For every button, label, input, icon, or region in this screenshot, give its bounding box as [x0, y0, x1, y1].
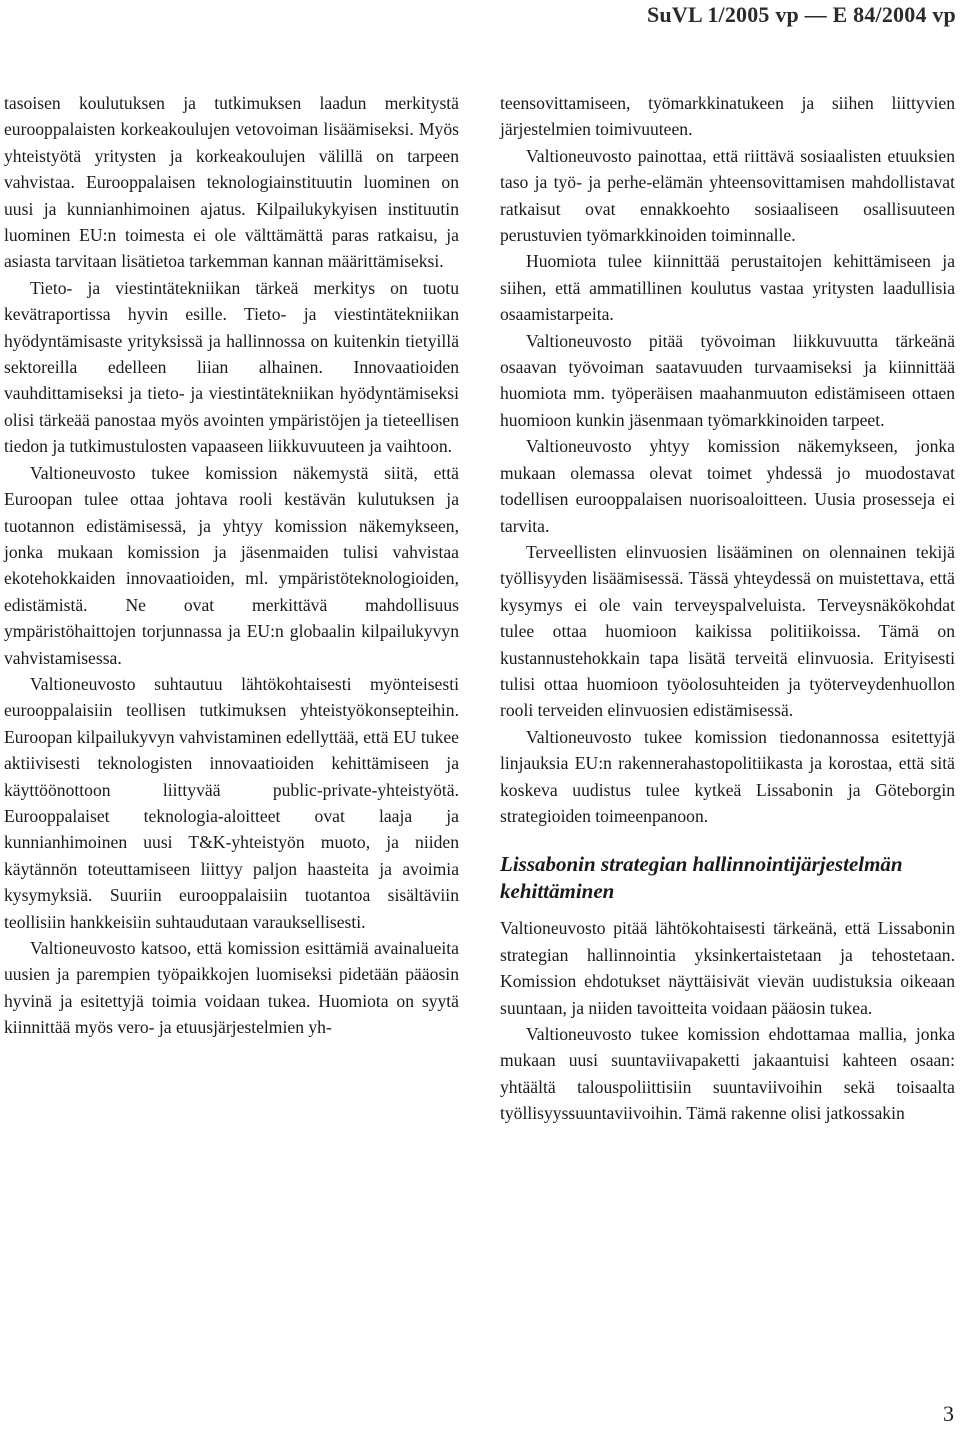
- section-heading: Lissabonin strategian hallinnointijärjestelmän kehittäminen: [500, 852, 903, 904]
- paragraph: Tieto- ja viestintätekniikan tärkeä merkitys on tuotu kevätraportissa hyvin esille. Tieto- ja viestintätekniikan hyödyntämisaste yrityksissä ja hallinnossa on kuitenkin tietyillä sektoreilla edelleen liian alhainen. Innovaatioiden vauhdittamiseksi ja tieto- ja viestintätekniikan hyödyntämiseksi olisi tärkeää panostaa myös avointen ympäristöjen ja tieteellisen tiedon ja tutkimustulosten vapaaseen liikkuvuuteen ja vaihtoon.: [4, 277, 459, 457]
- paragraph: teensovittamiseen, työmarkkinatukeen ja siihen liittyvien järjestelmien toimivuuteen.: [500, 93, 955, 140]
- paragraph: Valtioneuvosto yhtyy komission näkemykseen, jonka mukaan olemassa olevat toimet yhdessä jo muodostavat todellisen eurooppalaisen nuorisoaloitteen. Uusia prosesseja ei tarvita.: [500, 436, 955, 536]
- paragraph: Valtioneuvosto katsoo, että komission esittämiä avainalueita uusien ja parempien työpaikkojen luomiseksi pidetään pääosin hyvinä ja esitettyjä toimia voidaan tukea. Huomiota on syytä kiinnittää myös vero- ja etuusjärjestelmien yh-: [4, 938, 459, 1038]
- paragraph: Valtioneuvosto tukee komission tiedonannossa esitettyjä linjauksia EU:n rakennerahastopolitiikasta ja korostaa, että sitä koskeva uudistus tulee kytkeä Lissabonin ja Göteborgin strategioiden toimeenpanoon.: [500, 726, 955, 826]
- paragraph: Valtioneuvosto tukee komission näkemystä siitä, että Euroopan tulee ottaa johtava rooli kestävän kulutuksen ja tuotannon edistämisessä, ja yhtyy komission näkemykseen, jonka mukaan komission ja jäsenmaiden tulisi vahvistaa ekotehokkaiden innovaatioiden, ml. ympäristöteknologioiden, edistämistä. Ne ovat merkittävä mahdollisuus ympäristöhaittojen torjunnassa ja EU:n globaalin kilpailukyvyn vahvistamisessa.: [4, 462, 459, 668]
- paragraph: Valtioneuvosto pitää työvoiman liikkuvuutta tärkeänä osaavan työvoiman saatavuuden turvaamiseksi ja kiinnittää huomiota mm. työperäisen maahanmuuton edistämiseen ottaen huomioon kunkin jäsenmaan työmarkkinoiden tarpeet.: [500, 330, 955, 430]
- right-column: [500, 90, 955, 1127]
- paragraph: Terveellisten elinvuosien lisääminen on olennainen tekijä työllisyyden lisäämisessä. Tässä yhteydessä on muistettava, että kysymys ei ole vain terveyspalveluista. Terveysnäkökohdat tulee ottaa huomioon kaikissa politiikoissa. Tämä on kustannustehokkain tapa lisätä terveitä elinvuosia. Erityisesti tulisi ottaa huomioon työolosuhteiden ja työterveydenhuollon rooli terveiden elinvuosien edistämisessä.: [500, 541, 955, 721]
- paragraph: Valtioneuvosto pitää lähtökohtaisesti tärkeänä, että Lissabonin strategian hallinnointia yksinkertaistetaan ja tehostetaan. Komission ehdotukset näyttäisivät vievän uudistuksia oikeaan suuntaan, ja niiden tavoitteita voidaan pääosin tukea.: [500, 918, 955, 1018]
- paragraph: Valtioneuvosto painottaa, että riittävä sosiaalisten etuuksien taso ja työ- ja perhe-elämän yhteensovittamisen mahdollistavat ratkaisut ovat ennakkoehto sosiaaliseen osallisuuteen perustuvien työmarkkinoiden toiminnalle.: [500, 145, 955, 246]
- paragraph: Valtioneuvosto tukee komission ehdottamaa mallia, jonka mukaan uusi suuntaviivapaketti jakaantuisi kahteen osaan: yhtäältä talouspoliittisiin suuntaviivoihin sekä toisaalta työllisyyssuuntaviivoihin. Tämä rakenne olisi jatkossakin: [500, 1024, 955, 1124]
- page-number: 3: [943, 1401, 954, 1426]
- paragraph: Huomiota tulee kiinnittää perustaitojen kehittämiseen ja siihen, että ammatillinen koulutus vastaa yritysten laadullisia osaamistarpeita.: [500, 251, 955, 325]
- document-header: SuVL 1/2005 vp — E 84/2004 vp: [647, 2, 956, 27]
- left-column: [4, 90, 459, 1041]
- paragraph: Valtioneuvosto suhtautuu lähtökohtaisesti myönteisesti eurooppalaisiin teollisen tutkimuksen yhteistyökonsepteihin. Euroopan kilpailukyvyn vahvistaminen edellyttää, että EU tukee aktiivisesti teknologisten innovaatioiden kehittämiseen ja käyttöönottoon liittyvää public-private-yhteistyötä. Eurooppalaiset teknologia-aloitteet ovat laaja ja kunnianhimoinen uusi T&K-yhteistyön muoto, ja niiden käytännön toteuttamiseen liittyy paljon haasteita ja avoimia kysymyksiä. Suuriin eurooppalaisiin tuotantoa sisältäviin teollisiin hankkeisiin suhtaudutaan varauksellisesti.: [4, 673, 459, 932]
- paragraph: tasoisen koulutuksen ja tutkimuksen laadun merkitystä eurooppalaisten korkeakoulujen vetovoiman lisäämiseksi. Myös yhteistyötä yritysten ja korkeakoulujen välillä on tarpeen vahvistaa. Eurooppalaisen teknologiainstituutin luominen on uusi ja kunnianhimoinen ajatus. Kilpailukykyisen instituutin luominen EU:n toimesta ei ole välttämättä paras ratkaisu, ja asiasta tarvitaan lisätietoa tarkemman kannan määrittämiseksi.: [4, 93, 459, 272]
